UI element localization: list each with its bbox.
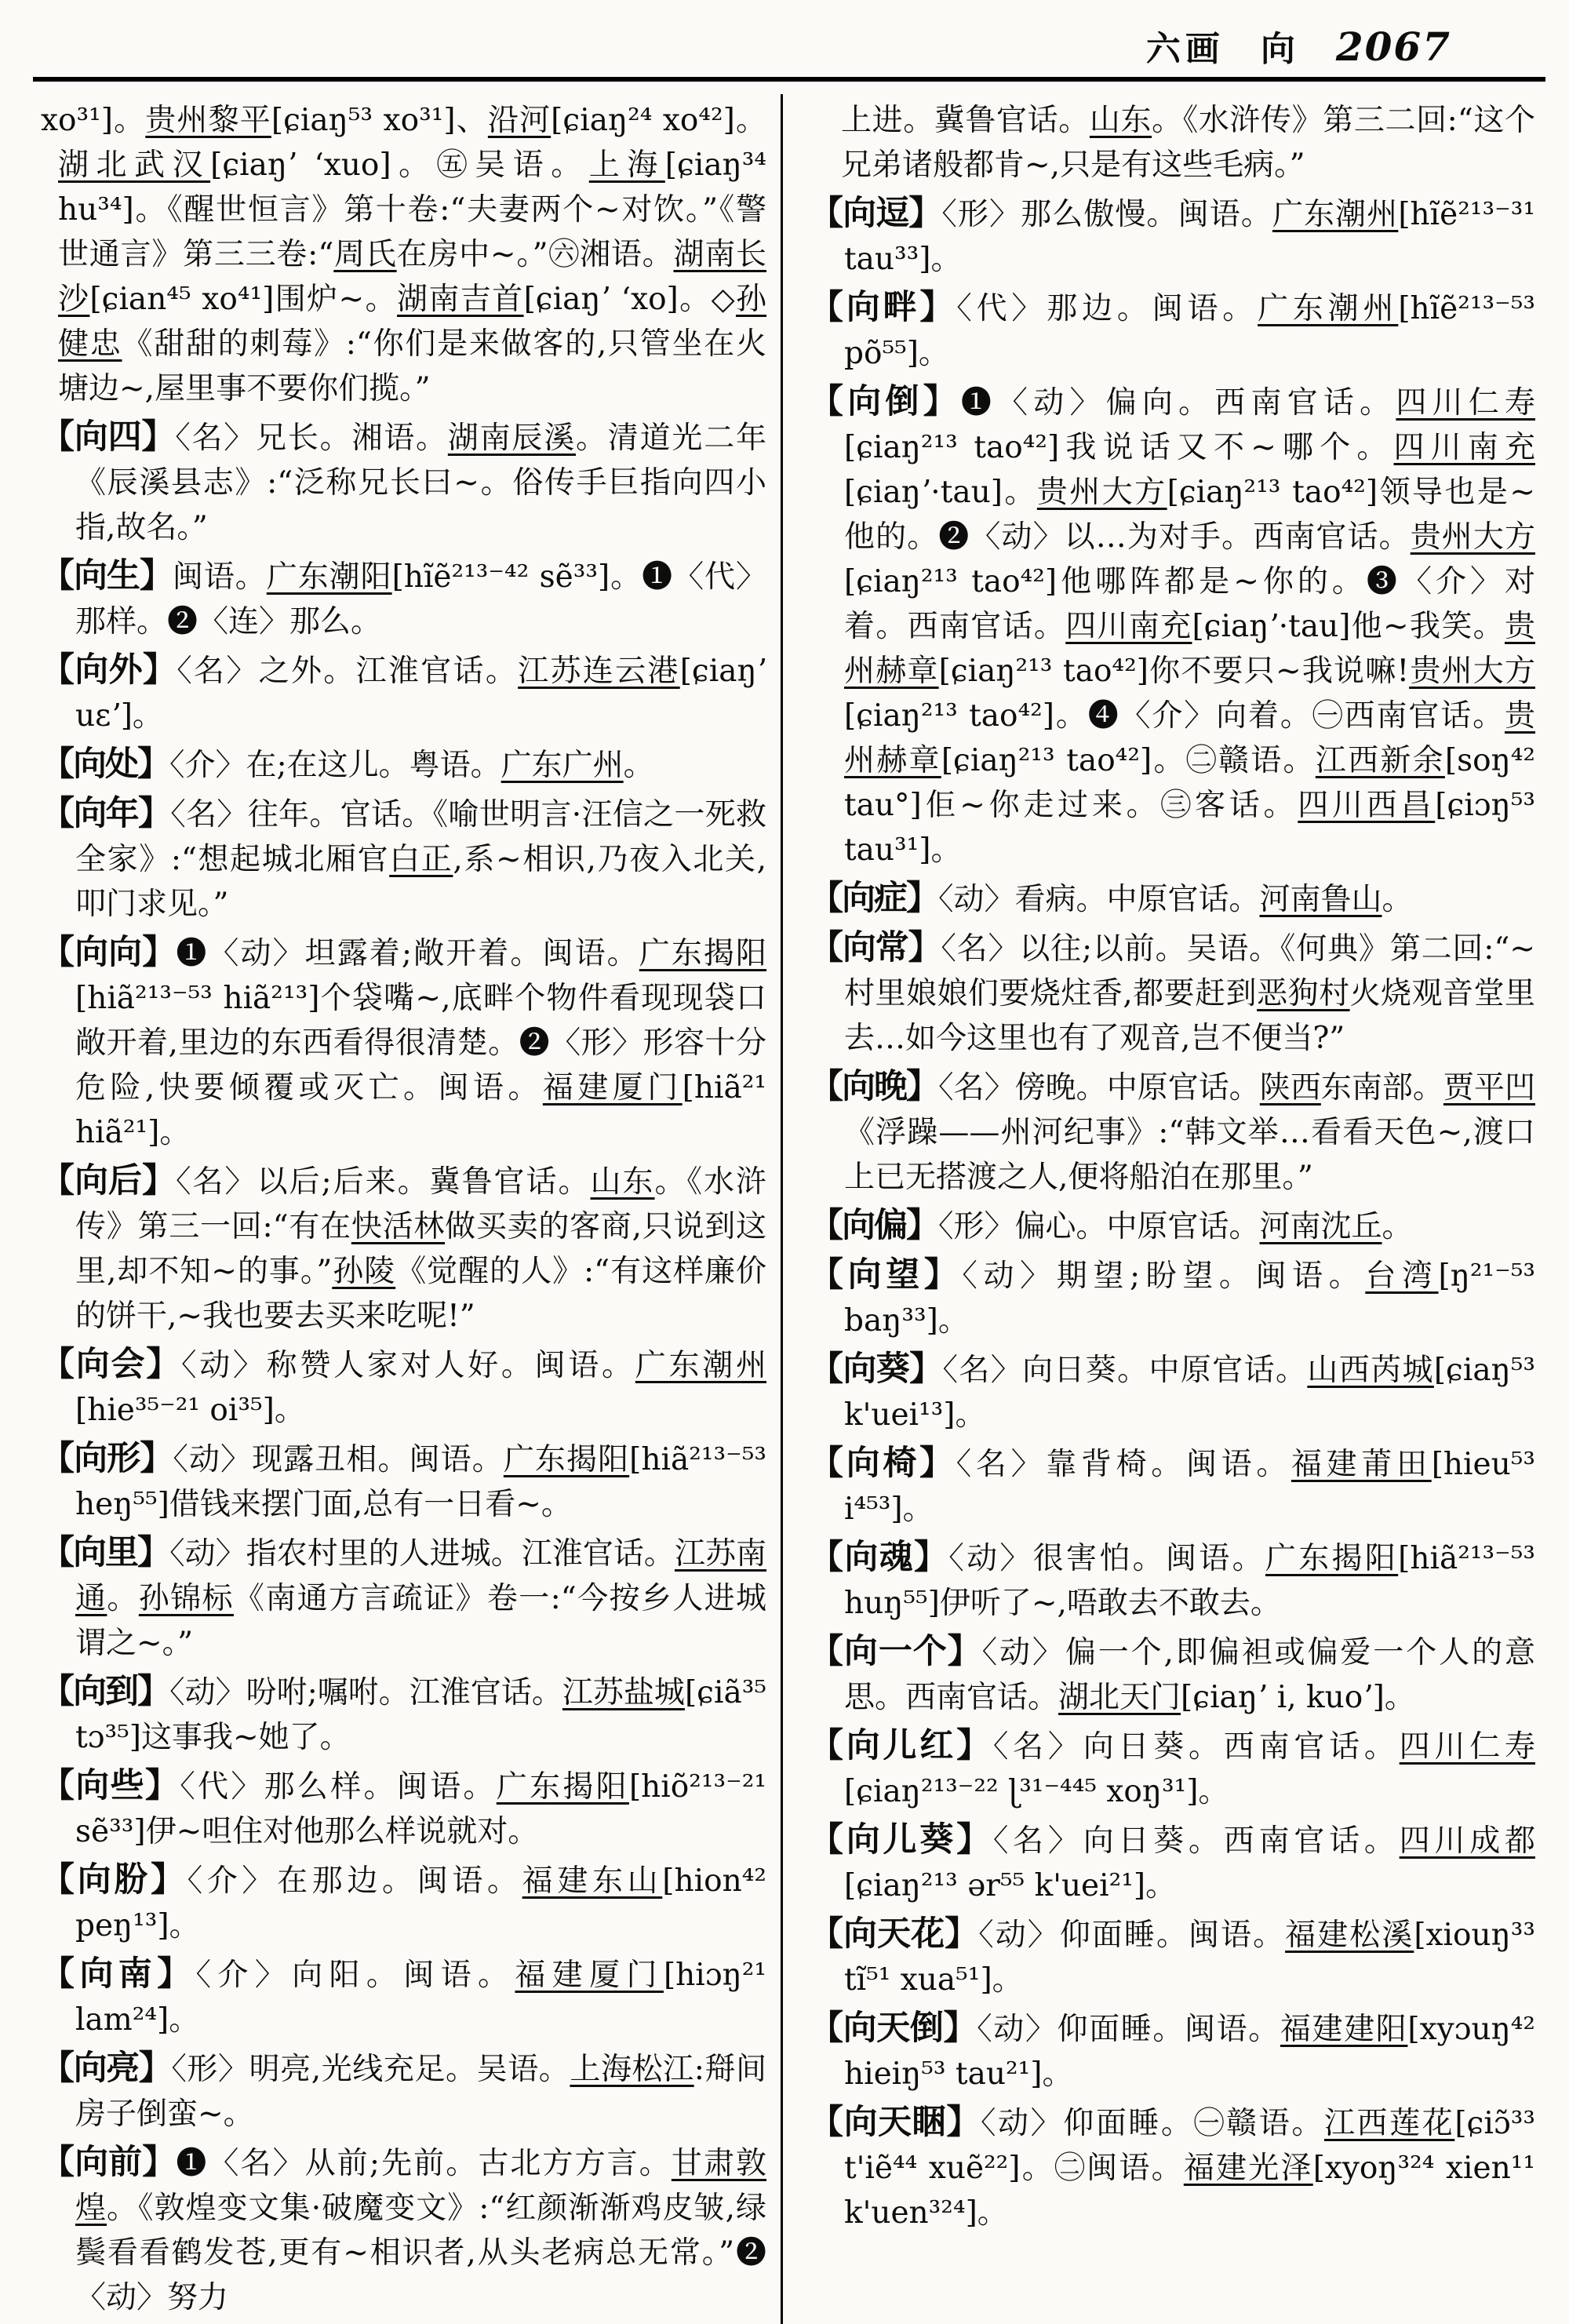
entry-body: 闽语。广东潮阳[hĩẽ²¹³⁻⁴² sẽ³³]。❶〈代〉那样。❷〈连〉那么。	[75, 559, 766, 639]
entry-headword: 【向四】	[41, 417, 176, 457]
dictionary-entry	[41, 1342, 766, 1433]
dictionary-entry	[41, 1858, 766, 1948]
entry-headword: 【向天倒】	[810, 2009, 977, 2048]
right-column	[810, 94, 1535, 2324]
entry-headword: 【向晚】	[810, 1067, 939, 1106]
dictionary-entry	[810, 1912, 1535, 2002]
entry-body: ❶〈动〉偏向。西南官话。四川仁寿[ɕiaŋ²¹³ tao⁴²]我说话又不~哪个。四川南充[ɕiaŋʼ·tau]。贵州大方[ɕiaŋ²¹³ tao⁴²]领导也是~他的。❷〈动〉以…为对手。西南官话。贵州大方[ɕiaŋ²¹³ tao⁴²]他哪阵都是~你的。❸〈介〉对着。西南官话。四川南充[ɕiaŋʼ·tau]他~我笑。贵州赫章[ɕiaŋ²¹³ tao⁴²]你不要只~我说嘛!贵州大方[ɕiaŋ²¹³ tao⁴²]。❹〈介〉向着。㊀西南官话。贵州赫章[ɕiaŋ²¹³ tao⁴²]。㊁赣语。江西新余[soŋ⁴² tau°]佢~你走过来。㊂客话。四川西昌[ɕiɔŋ⁵³ tau³¹]。	[844, 385, 1536, 868]
entry-body: 〈动〉仰面睡。㊀赣语。江西莲花[ɕiɔ̃³³ t'iẽ⁴⁴ xuẽ²²]。㊁闽语。福建光泽[xyoŋ³²⁴ xien¹¹ k'uen³²⁴]。	[844, 2106, 1535, 2231]
entry-headword: 【向后】	[41, 1161, 176, 1200]
entry-headword: 【向会】	[41, 1345, 181, 1384]
entry-headword: 【向处】	[41, 745, 169, 784]
dictionary-entry	[41, 648, 766, 738]
dictionary-entry	[810, 1724, 1535, 1814]
entry-body: 〈动〉仰面睡。闽语。福建建阳[xyɔuŋ⁴² hieiŋ⁵³ tau²¹]。	[844, 2012, 1535, 2092]
dictionary-entry	[810, 1065, 1535, 1200]
entry-headword: 【向逗】	[810, 194, 942, 233]
entry-headword: 【向里】	[41, 1533, 170, 1572]
page-number: 2067	[1335, 24, 1451, 70]
entry-body: 〈动〉指农村里的人进城。江淮官话。江苏南通。孙锦标《南通方言疏证》卷一:“今按乡人进城谓之~。”	[75, 1536, 766, 1661]
dictionary-entry	[810, 286, 1535, 376]
entry-body: 上进。冀鲁官话。山东。《水浒传》第三二回:“这个兄弟诸般都肯~,只是有这些毛病。”	[841, 103, 1535, 183]
dictionary-entry	[810, 1630, 1535, 1720]
dictionary-entry	[41, 1670, 766, 1760]
dictionary-entry	[810, 1441, 1535, 1532]
dictionary-entry	[41, 415, 766, 550]
entry-body: 〈名〉靠背椅。闽语。福建莆田[hieu⁵³ i⁴⁵³]。	[844, 1447, 1535, 1527]
entry-headword: 【向生】	[41, 556, 173, 596]
entry-headword: 【向魂】	[810, 1538, 949, 1577]
entry-headword: 【向南】	[41, 1954, 196, 1994]
entry-body: 〈名〉以往;以前。吴语。《何典》第二回:“~村里娘娘们要烧炷香,都要赶到恶狗村火烧观音堂里去…如今这里也有了观音,岂不便当?”	[844, 931, 1535, 1056]
entry-headword: 【向到】	[41, 1672, 170, 1711]
dictionary-entry	[41, 1764, 766, 1854]
entry-body: 〈形〉偏心。中原官话。河南沈丘。	[938, 1209, 1413, 1244]
dictionary-entry	[810, 1818, 1535, 1908]
dictionary-entry	[41, 2046, 766, 2136]
entry-headword: 【向望】	[810, 1255, 963, 1295]
entry-headword: 【向前】	[41, 2143, 177, 2182]
entry-headword: 【向儿红】	[810, 1726, 993, 1765]
entry-headword: 【向一个】	[810, 1632, 982, 1671]
entry-headword: 【向肦】	[41, 1860, 187, 1900]
entry-body: 〈动〉仰面睡。闽语。福建松溪[xiouŋ³³ tĩ⁵¹ xua⁵¹]。	[844, 1918, 1535, 1998]
dictionary-entry	[41, 792, 766, 927]
entry-headword: 【向向】	[41, 933, 177, 972]
dictionary-entry	[41, 1952, 766, 2042]
entry-body: 〈名〉之外。江淮官话。江苏连云港[ɕiaŋʼ uɛʼ]。	[75, 654, 766, 734]
entry-body: 〈名〉向日葵。西南官话。四川成都[ɕiaŋ²¹³ ər⁵⁵ k'uei²¹]。	[844, 1823, 1535, 1903]
entry-headword: 【向畔】	[810, 288, 957, 327]
entry-body: ❶〈动〉坦露着;敞开着。闽语。广东揭阳[hiã²¹³⁻⁵³ hiã²¹³]个袋嘴~,底畔个物件看现现袋口敞开着,里边的东西看得很清楚。❷〈形〉形容十分危险,快要倾覆或灭亡。闽语。福建厦门[hiã²¹ hiã²¹]。	[75, 936, 767, 1150]
entry-body: 〈名〉向日葵。中原官话。山西芮城[ɕiaŋ⁵³ k'uei¹³]。	[844, 1353, 1535, 1433]
left-column	[41, 94, 781, 2324]
dictionary-body	[0, 82, 1569, 2324]
entry-body: 〈名〉往年。官话。《喻世明言·汪信之一死救全家》:“想起城北厢官白正,系~相识,乃夜入北关,叩门求见。”	[75, 797, 767, 922]
entry-character: 向	[1260, 29, 1300, 69]
dictionary-entry	[810, 98, 1535, 188]
page-header	[0, 0, 1569, 77]
entry-headword: 【向椅】	[810, 1444, 956, 1483]
section-label: 六画	[1145, 29, 1225, 69]
entry-body: 〈形〉那么傲慢。闽语。广东潮州[hĩẽ²¹³⁻³¹ tau³³]。	[844, 197, 1535, 277]
dictionary-entry	[41, 1159, 766, 1339]
entry-body: 〈形〉明亮,光线充足。吴语。上海松江:搿间房子倒蛮~。	[75, 2052, 766, 2132]
entry-body: 〈名〉以后;后来。冀鲁官话。山东。《水浒传》第三一回:“有在快活林做买卖的客商,只说到这里,却不知~的事。”孙陵《觉醒的人》:“有这样廉价的饼干,~我也要去买来吃呢!”	[75, 1164, 767, 1334]
dictionary-entry	[41, 1531, 766, 1666]
entry-headword: 【向偏】	[810, 1206, 938, 1245]
dictionary-entry	[810, 876, 1535, 922]
entry-body: 〈动〉吩咐;嘱咐。江淮官话。江苏盐城[ɕiã³⁵ tɔ³⁵]这事我~她了。	[75, 1675, 767, 1755]
dictionary-entry	[41, 742, 766, 788]
entry-body: 〈动〉看病。中原官话。河南鲁山。	[938, 882, 1413, 917]
entry-body: xo³¹]。贵州黎平[ɕiaŋ⁵³ xo³¹]、沿河[ɕiaŋ²⁴ xo⁴²]。湖北武汉[ɕiaŋʼ ʻxuo]。㊄吴语。上海[ɕiaŋ³⁴ hu³⁴]。《醒世恒言》第十卷:“夫妻两个~对饮。”《警世通言》第三三卷:“周氏在房中~。”㊅湘语。湖南长沙[ɕian⁴⁵ xo⁴¹]围炉~。湖南吉首[ɕiaŋʼ ʻxo]。◇孙健忠《甜甜的刺莓》:“你们是来做客的,只管坐在火塘边~,屋里事不要你们揽。”	[41, 103, 766, 406]
dictionary-entry	[41, 2140, 766, 2320]
dictionary-entry	[810, 1204, 1535, 1249]
dictionary-entry	[810, 380, 1535, 872]
entry-body: 〈动〉称赞人家对人好。闽语。广东潮州[hie³⁵⁻²¹ oi³⁵]。	[75, 1348, 766, 1428]
entry-headword: 【向外】	[41, 650, 177, 690]
entry-headword: 【向亮】	[41, 2049, 172, 2088]
dictionary-entry	[810, 926, 1535, 1061]
entry-body: 〈代〉那边。闽语。广东潮州[hĩẽ²¹³⁻⁵³ põ⁵⁵]。	[844, 291, 1535, 371]
entry-body: 〈代〉那么样。闽语。广东揭阳[hiõ²¹³⁻²¹ sẽ³³]伊~呾住对他那么样说就对。	[75, 1769, 766, 1849]
dictionary-entry	[810, 1535, 1535, 1626]
entry-headword: 【向些】	[41, 1766, 180, 1805]
entry-headword: 【向形】	[41, 1439, 173, 1478]
entry-headword: 【向儿葵】	[810, 1820, 993, 1860]
dictionary-entry	[810, 2100, 1535, 2235]
entry-headword: 【向常】	[810, 928, 941, 967]
entry-headword: 【向年】	[41, 794, 171, 833]
entry-body: 〈名〉傍晚。中原官话。陕西东南部。贾平凹《浮躁——州河纪事》:“韩文举…看看天色~,渡口上已无搭渡之人,便将船泊在那里。”	[844, 1070, 1535, 1195]
entry-body: 〈动〉期望;盼望。闽语。台湾[ŋ²¹⁻⁵³ baŋ³³]。	[844, 1259, 1535, 1339]
entry-body: 〈动〉偏一个,即偏袒或偏爱一个人的意思。西南官话。湖北天门[ɕiaŋʼ i, kuoʼ]。	[844, 1635, 1536, 1715]
entry-headword: 【向症】	[810, 879, 938, 918]
dictionary-entry	[41, 931, 766, 1155]
dictionary-entry	[41, 1437, 766, 1527]
entry-headword: 【向葵】	[810, 1350, 943, 1389]
entry-body: 〈名〉向日葵。西南官话。四川仁寿[ɕiaŋ²¹³⁻²² ɭ³¹⁻⁴⁴⁵ xoŋ³¹]。	[844, 1729, 1535, 1809]
entry-body: 〈名〉兄长。湘语。湖南辰溪。清道光二年《辰溪县志》:“泛称兄长曰~。俗传手巨指向四小指,故名。”	[75, 421, 766, 545]
entry-body: 〈介〉在那边。闽语。福建东山[hion⁴² peŋ¹³]。	[75, 1863, 766, 1943]
entry-body: 〈介〉在;在这儿。粤语。广东广州。	[169, 748, 654, 783]
dictionary-entry	[810, 1253, 1535, 1343]
dictionary-entry	[41, 98, 766, 411]
column-divider	[781, 94, 783, 2324]
entry-body: 〈介〉向阳。闽语。福建厦门[hiɔŋ²¹ lam²⁴]。	[75, 1958, 766, 2038]
entry-headword: 【向天睏】	[810, 2103, 981, 2142]
entry-body: 〈动〉现露丑相。闽语。广东揭阳[hiã²¹³⁻⁵³ heŋ⁵⁵]借钱来摆门面,总有一日看~。	[75, 1442, 766, 1522]
entry-headword: 【向天花】	[810, 1914, 979, 1954]
dictionary-entry	[810, 1347, 1535, 1437]
dictionary-entry	[810, 191, 1535, 282]
entry-headword: 【向倒】	[810, 382, 961, 421]
dictionary-entry	[41, 554, 766, 644]
entry-body: ❶〈名〉从前;先前。古北方方言。甘肃敦煌。《敦煌变文集·破魔变文》:“红颜渐渐鸡皮皱,绿鬓看看鹤发苍,更有~相识者,从头老病总无常。”❷〈动〉努力	[75, 2146, 766, 2315]
entry-body: 〈动〉很害怕。闽语。广东揭阳[hiã²¹³⁻⁵³ huŋ⁵⁵]伊听了~,唔敢去不敢去。	[844, 1541, 1535, 1621]
dictionary-entry	[810, 2006, 1535, 2096]
